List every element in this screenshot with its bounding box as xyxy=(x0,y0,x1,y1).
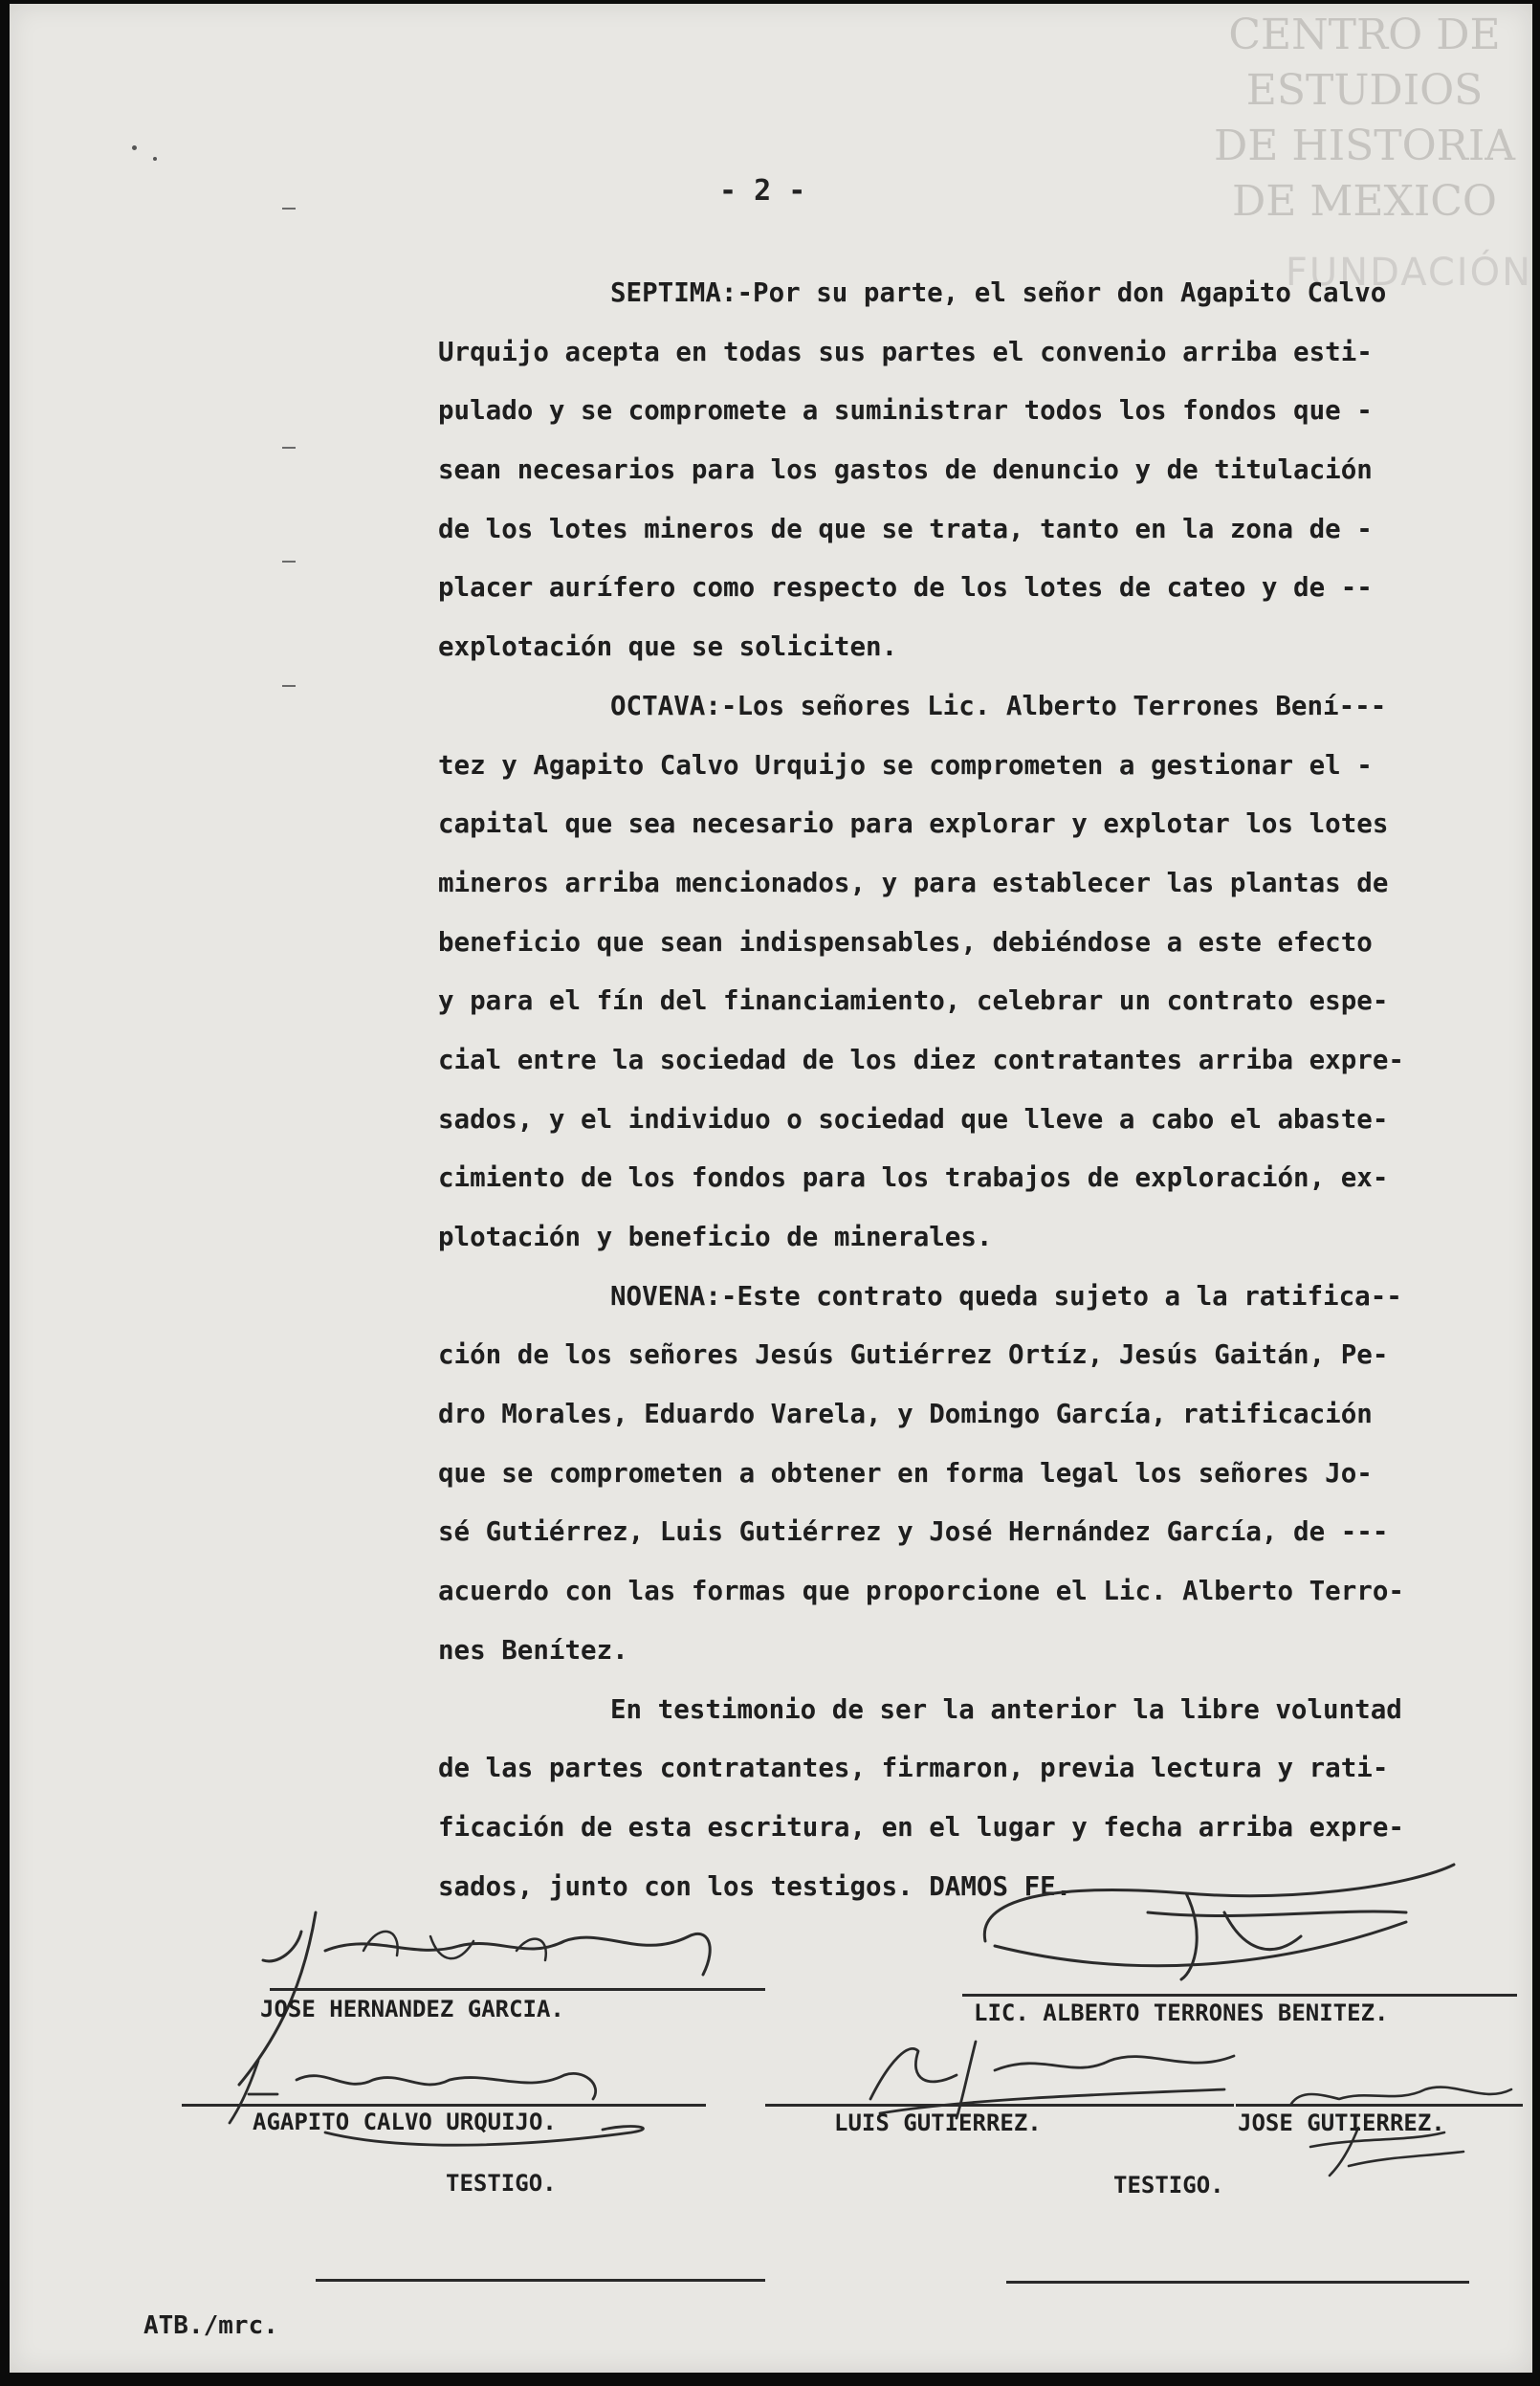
text-line: tez y Agapito Calvo Urquijo se comprometen a gestionar el - xyxy=(438,749,1373,781)
text-line: sados, junto con los testigos. DAMOS FE. xyxy=(438,1870,1072,1902)
signature-line-terrones xyxy=(962,1994,1517,1997)
witness-label-left: TESTIGO. xyxy=(446,2170,557,2197)
stamp-foundation: FUNDACIÓN xyxy=(1285,251,1532,295)
text-line: acuerdo con las formas que proporcione el Lic. Alberto Terro- xyxy=(438,1576,1404,1607)
text-line: En testimonio de ser la anterior la libre voluntad xyxy=(610,1693,1402,1725)
signer-name-terrones: LIC. ALBERTO TERRONES BENITEZ. xyxy=(974,1999,1389,2026)
text-line: placer aurífero como respecto de los lotes de cateo y de -- xyxy=(438,572,1373,604)
margin-mark xyxy=(282,561,296,563)
text-line: y para el fín del financiamiento, celebrar un contrato espe- xyxy=(438,985,1389,1017)
text-line: sados, y el individuo o sociedad que lleve a cabo el abaste- xyxy=(438,1103,1389,1135)
signature-line-jose-gutierrez xyxy=(1236,2104,1523,2107)
text-line: ficación de esta escritura, en el lugar y fecha arriba expre- xyxy=(438,1811,1404,1843)
text-line: pulado y se compromete a suministrar todos los fondos que - xyxy=(438,395,1373,427)
signature-line-calvo xyxy=(182,2104,706,2107)
signature-terrones xyxy=(957,1855,1492,2008)
text-line: que se comprometen a obtener en forma legal los señores Jo- xyxy=(438,1457,1373,1489)
text-line: sean necesarios para los gastos de denuncio y de titulación xyxy=(438,454,1373,486)
text-line: NOVENA:-Este contrato queda sujeto a la ratifica-- xyxy=(610,1280,1402,1312)
signer-name-hernandez: JOSE HERNANDEZ GARCIA. xyxy=(260,1996,564,2022)
margin-mark xyxy=(282,208,296,210)
paper-speck xyxy=(153,157,157,161)
text-line: Urquijo acepta en todas sus partes el convenio arriba esti- xyxy=(438,336,1373,367)
text-line: dro Morales, Eduardo Varela, y Domingo García, ratificación xyxy=(438,1399,1373,1430)
document-page xyxy=(10,4,1532,2373)
text-line: nes Benítez. xyxy=(438,1634,628,1666)
reference-initials: ATB./mrc. xyxy=(143,2311,278,2340)
signer-name-jose-gutierrez: JOSE GUTIERREZ. xyxy=(1238,2110,1445,2136)
text-line: mineros arriba mencionados, y para establecer las plantas de xyxy=(438,867,1389,898)
stamp-line-4: DE MEXICO xyxy=(1232,177,1497,226)
signer-name-calvo: AGAPITO CALVO URQUIJO. xyxy=(253,2109,557,2135)
text-line: ción de los señores Jesús Gutiérrez Ortíz, Jesús Gaitán, Pe- xyxy=(438,1339,1389,1371)
contract-text xyxy=(438,264,1509,1916)
stamp-line-2: ESTUDIOS xyxy=(1245,66,1484,115)
text-line: SEPTIMA:-Por su parte, el señor don Agapito Calvo xyxy=(610,277,1387,308)
text-line: de los lotes mineros de que se trata, tanto en la zona de - xyxy=(438,513,1373,544)
text-line: cial entre la sociedad de los diez contratantes arriba expre- xyxy=(438,1044,1404,1075)
margin-mark xyxy=(282,447,296,449)
text-line: OCTAVA:-Los señores Lic. Alberto Terrones Bení--- xyxy=(610,690,1387,721)
text-line: de las partes contratantes, firmaron, previa lectura y rati- xyxy=(438,1753,1389,1784)
margin-mark xyxy=(282,685,296,687)
text-line: cimiento de los fondos para los trabajos de exploración, ex- xyxy=(438,1162,1389,1194)
text-line: plotación y beneficio de minerales. xyxy=(438,1222,993,1252)
paper-speck xyxy=(132,145,137,150)
text-line: beneficio que sean indispensables, debiéndose a este efecto xyxy=(438,926,1373,958)
text-line: explotación que se soliciten. xyxy=(438,631,898,663)
signer-name-luis: LUIS GUTIERREZ. xyxy=(834,2110,1042,2136)
signature-line-hernandez xyxy=(270,1988,765,1991)
page-number: - 2 - xyxy=(719,174,806,208)
witness-label-right: TESTIGO. xyxy=(1113,2172,1224,2198)
archive-stamp xyxy=(1214,8,1515,230)
signature-line-luis xyxy=(765,2104,1234,2107)
witness-line-left xyxy=(316,2279,765,2282)
signature-calvo xyxy=(182,2042,717,2156)
text-line: sé Gutiérrez, Luis Gutiérrez y José Hernández García, de --- xyxy=(438,1516,1389,1548)
stamp-line-3: DE HISTORIA xyxy=(1214,122,1515,170)
text-line: capital que sea necesario para explorar y explotar los lotes xyxy=(438,808,1389,840)
witness-line-right xyxy=(1006,2281,1469,2284)
stamp-line-1: CENTRO DE xyxy=(1228,11,1501,59)
